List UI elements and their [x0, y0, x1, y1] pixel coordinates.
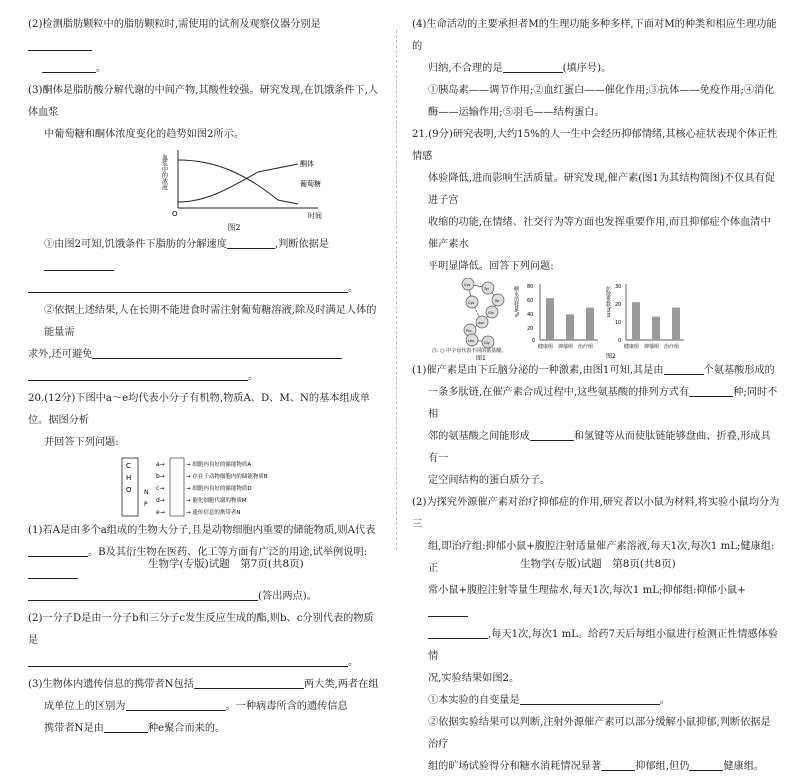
q21-2-line3: 常小鼠+腹腔注射等量生理盐水,每天1次,每次1 mL;抑郁组:抑郁小鼠+ [412, 580, 780, 624]
answer-blank[interactable] [227, 235, 275, 249]
answer-blank[interactable] [520, 691, 660, 705]
fig2-xlabel: 时间 [308, 212, 322, 220]
q19-2: (2)检测脂肪颗粒中的脂肪颗粒时,需使用的试剂及观察仪器分别是 [28, 14, 380, 58]
q21-2-line1: (2)为探究外源催产素对治疗抑郁症的作用,研究者以小鼠为材料,将实验小鼠均分为三 [412, 497, 780, 530]
q20-3-line3: 携带者N是由 种e聚合而来的。 [28, 718, 380, 740]
bar [652, 317, 660, 340]
q21-1-line3: 邻的氨基酸之间能形成 和氢键等从而使肽链能够盘曲、折叠,形成具有一 [412, 426, 780, 470]
q21-line4: 平明显降低。回答下列问题: [428, 261, 554, 272]
chart-b-tick: 30 [615, 284, 622, 290]
bead-label: Tyr [484, 287, 490, 291]
q20-1-line3: (答出两点)。 [28, 586, 380, 608]
answer-blank[interactable] [28, 653, 348, 667]
chart-a-tick: 40 [527, 312, 534, 318]
label-e: → 遗传信息的携带者N [186, 510, 241, 516]
answer-blank[interactable] [689, 383, 733, 397]
label-c: → 细胞内良好的储能物质D [186, 486, 252, 492]
footer-page-7: 生物学(专版)试题 第7页(共8页) [148, 558, 304, 570]
fig2-origin: O [172, 210, 178, 218]
element-o: O [126, 486, 132, 494]
q21-1-line1: (1)催产素是由下丘脑分泌的一种激素,由图1可知,其是由 个氨基酸形成的 [412, 360, 780, 382]
label-d: → 催化细胞代谢的物质M [186, 498, 247, 504]
bar [672, 308, 680, 340]
label-b: → 存在于动物细胞内的储能物质B [186, 474, 268, 480]
q20-diagram [118, 454, 318, 520]
row-e: e→ [156, 509, 165, 516]
q20-4-line4: 酶——运输作用;⑤羽毛——结构蛋白。 [428, 107, 605, 118]
fig2-series-a: 酮体 [300, 160, 314, 168]
chart-b-tick: 20 [615, 302, 622, 308]
bead-label: Pro [466, 329, 472, 333]
element-p: P [144, 501, 148, 508]
q21-2-b-line1: ②依据实验结果可以判断,注射外源催产素可以部分缓解小鼠抑郁,判断依据是治疗 [428, 717, 771, 750]
series-ketone [178, 164, 298, 202]
chart-a-tick: 80 [527, 284, 534, 290]
answer-blank[interactable] [28, 587, 258, 601]
answer-blank[interactable] [92, 345, 342, 359]
bar [586, 308, 594, 340]
q21-1-line2: 一条多肽链,在催产素合成过程中,这些氨基酸的排列方式有 种;同时不相 [412, 382, 780, 426]
figures-q21 [412, 278, 780, 360]
answer-blank[interactable] [42, 59, 96, 73]
fig2-series-b: 葡萄糖 [300, 180, 321, 188]
q21-line3: 收缩的功能,在情绪、社交行为等方面也发挥重要作用,而且抑郁症个体血清中催产素水 [428, 217, 771, 250]
bead-label: Leu [468, 339, 475, 343]
q21-2-b-line2: 组的旷场试验得分和糖水消耗情况显著 抑郁组,但仍 健康组。 [412, 756, 780, 778]
row-c: c→ [156, 485, 165, 492]
answer-blank[interactable] [530, 427, 574, 441]
answer-blank[interactable] [428, 625, 488, 639]
q20-1-line2: 。B及其衍生物在医药、化工等方面有广泛的用途,试举例说明: [28, 542, 380, 586]
chart-a-ylabel: 糖水消耗量/% [513, 286, 519, 318]
chart-b-tick: 0 [618, 338, 622, 344]
bar [546, 298, 554, 340]
bead-label: Cys [468, 301, 475, 305]
q19-3-line2: 中葡萄糖和酮体浓度变化的趋势如图2所示。 [44, 129, 245, 140]
q19-3-b-cont: 。 [28, 366, 380, 388]
column-divider [396, 30, 397, 550]
chart-a-cat: 治疗组 [578, 344, 594, 350]
answer-blank[interactable] [664, 361, 704, 375]
footer-page-8: 生物学(专版)试题 第8页(共8页) [520, 558, 676, 570]
q20-1-line1: (1)若A是由多个a组成的生物大分子,且是动物细胞内重要的储能物质,则A代表 [28, 525, 376, 536]
fig1-caption: 图1 [476, 355, 486, 360]
q21-2-line2: 组,即治疗组:抑郁小鼠+腹腔注射适量催产素溶液,每天1次,每次1 mL;健康组:正 [428, 541, 775, 574]
series-glucose [178, 160, 298, 204]
right-column [412, 14, 780, 778]
chart-a-tick: 0 [532, 338, 536, 344]
q21-2-a: ①本实验的自变量是 。 [412, 690, 780, 712]
q21-line2: 体验降低,进而影响生活质量。研究发现,催产素(图1为其结构简图)不仅具有促进子宫 [428, 173, 775, 206]
answer-blank[interactable] [28, 543, 88, 557]
answer-blank[interactable] [28, 37, 92, 51]
q20-4-line2: 归纳,不合理的是 (填序号)。 [412, 58, 780, 80]
chart-b-cat: 治疗组 [664, 344, 680, 350]
chart-b-tick: 10 [615, 320, 622, 326]
figure-2-left [138, 146, 348, 222]
answer-blank[interactable] [126, 697, 226, 711]
answer-blank[interactable] [44, 257, 114, 271]
q20-3-line1: (3)生物体内遗传信息的携带者N包括 两大类,两者在组 [28, 674, 380, 696]
q21-figures [412, 278, 780, 360]
fig1-note: 注: ○ 中字母代表不同的氨基酸。 [432, 348, 507, 354]
q21-line1: 21.(9分)研究表明,大约15%的人一生中会经历抑郁情绪,其核心症状表现个体正性情感 [412, 129, 778, 162]
q21-1-line4: 定空间结构的蛋白质分子。 [428, 475, 551, 486]
chart-a-tick: 60 [527, 298, 534, 304]
bead-label: Asn [478, 321, 485, 325]
figure-q20 [118, 454, 318, 520]
row-a: a→ [156, 461, 165, 468]
chart-diffusion [605, 284, 684, 350]
chart-b-cat: 抑郁组 [644, 344, 660, 350]
q19-3-a: ①由图2可知,饥饿条件下脂肪的分解速度 ,判断依据是 [28, 234, 380, 278]
label-a: → 细胞内良好的储能物质A [186, 462, 252, 468]
answer-blank[interactable] [104, 719, 148, 733]
bead-label: Gly [484, 341, 490, 345]
answer-blank[interactable] [428, 603, 468, 617]
left-column [28, 14, 380, 740]
q21-2-line5: 况,实验结果如图2。 [428, 673, 520, 684]
fig2-ylabel: 血浆中的浓度 [160, 154, 168, 190]
fig2-caption-right: 图2 [606, 353, 616, 360]
q20-4-line3: ①胰岛素——调节作用;②血红蛋白——催化作用;③抗体——免疫作用;④消化 [428, 85, 775, 96]
answer-blank[interactable] [194, 675, 304, 689]
answer-blank[interactable] [28, 565, 78, 579]
answer-blank[interactable] [601, 757, 635, 771]
bar [566, 314, 574, 340]
row-b: b→ [156, 473, 165, 480]
q19-3-b-line2: 求外,还可避免 [28, 344, 380, 366]
q19-3-b-line1: ②依据上述结果,人在长期不能进食时需注射葡萄糖溶液,除及时满足人体的能量需 [44, 305, 377, 338]
q20-4-line1: (4)生命活动的主要承担者M的生理功能多种多样,下面对M的种类和相应生理功能的 [412, 19, 777, 52]
chart-b-cat: 健康组 [624, 344, 640, 350]
answer-blank[interactable] [28, 279, 348, 293]
bead-label: Gln [488, 311, 494, 315]
answer-blank[interactable] [503, 59, 563, 73]
chart-a-cat: 抑郁组 [558, 344, 574, 350]
answer-blank[interactable] [28, 367, 248, 381]
answer-blank[interactable] [689, 757, 723, 771]
q20-3-line2: 成单位上的区别为 。一种病毒所含的遗传信息 [28, 696, 380, 718]
q19-3-line1: (3)酮体是脂肪酸分解代谢的中间产物,其酸性较强。研究发现,在饥饿条件下,人体血浆 [28, 85, 379, 118]
q20-2-cont: 。 [28, 652, 380, 674]
chart-a-tick: 20 [527, 326, 534, 332]
q19-3-a-cont: 。 [28, 278, 380, 300]
row-d: d→ [156, 497, 165, 504]
element-c: C [126, 462, 131, 470]
chart-sugar-consumption [513, 284, 598, 350]
chart-a-cat: 健康组 [538, 344, 554, 350]
bead-label: Ile [495, 299, 500, 303]
q19-2-cont: 。 [28, 58, 380, 80]
fig2-line-chart [138, 146, 348, 222]
q20-line1: 20.(12分)下图中a～e均代表小分子有机物,物质A、D、M、N的基本组成单位。据图分析 [28, 393, 371, 426]
element-n: N [144, 489, 149, 496]
fig2-caption: 图2 [227, 223, 241, 232]
bead-label: Cys [464, 283, 471, 287]
q21-2-line4: ,每天1次,每次1 mL。给药7天后每组小鼠进行检测正性情感体验情 [412, 624, 780, 668]
element-h: H [126, 474, 132, 482]
q20-2-line1: (2)一分子D是由一分子b和三分子c发生反应生成的酯,则b、c分别代表的物质是 [28, 613, 374, 646]
bar [632, 302, 640, 340]
q20-line2: 并回答下列问题: [44, 437, 119, 448]
chart-b-ylabel: 扩散系数/mm [605, 286, 611, 318]
oxytocin-structure [432, 278, 506, 360]
